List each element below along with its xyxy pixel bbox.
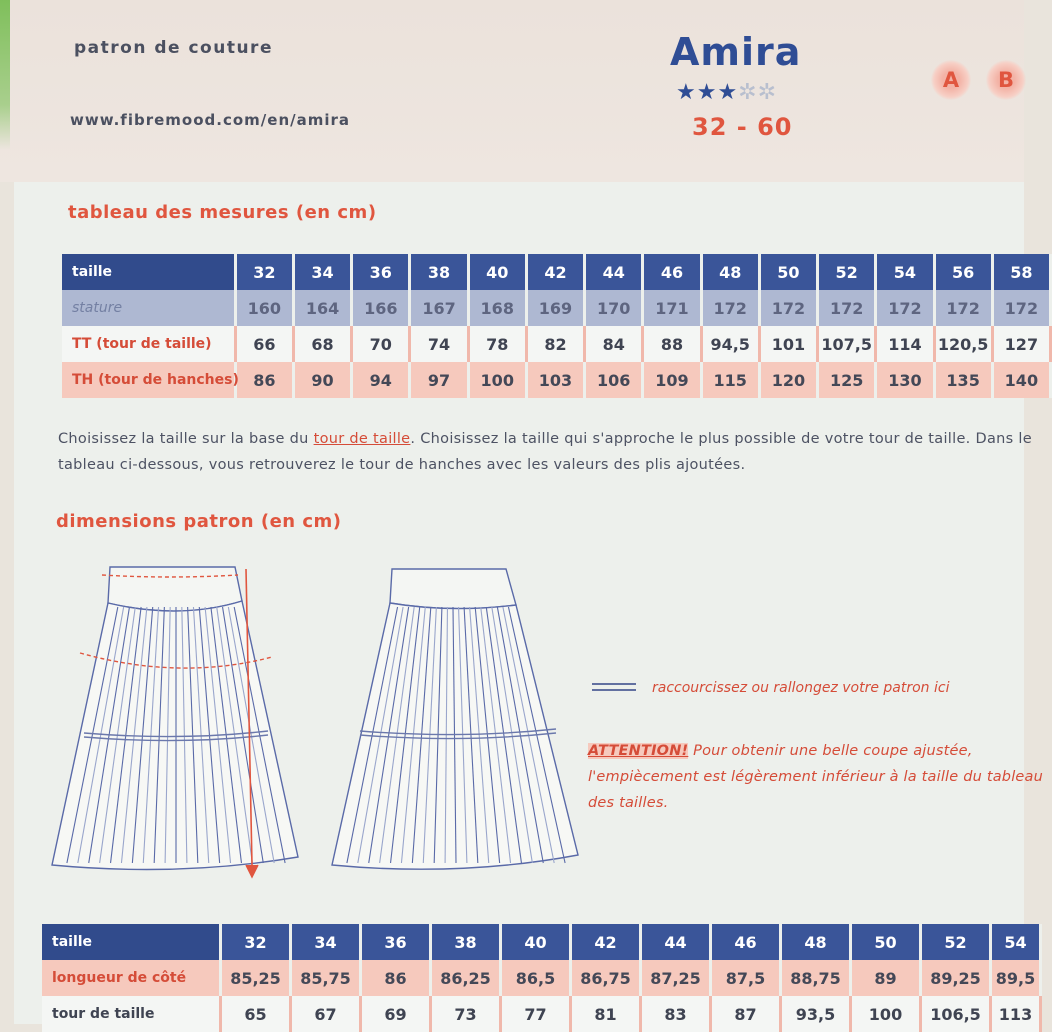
view-badge-b: B [986,60,1026,100]
value-cell: 90 [295,362,353,398]
skirt-illustrations [40,555,640,885]
value-cell: 168 [470,290,528,326]
value-cell: 100 [470,362,528,398]
value-cell: 127 [994,326,1052,362]
value-cell: 100 [852,996,922,1032]
value-cell: 89 [852,960,922,996]
size-cell: 40 [470,254,528,290]
value-cell: 115 [703,362,761,398]
value-cell: 169 [528,290,586,326]
size-header: taille [62,254,237,290]
hip-row [62,362,1052,398]
value-cell: 89,25 [922,960,992,996]
value-cell: 113 [992,996,1042,1032]
value-cell: 73 [432,996,502,1032]
size-cell: 50 [761,254,819,290]
value-cell: 86 [237,362,295,398]
header-band [0,0,1024,182]
value-cell: 170 [586,290,644,326]
size-cell: 42 [572,924,642,960]
size-cell: 36 [353,254,411,290]
pattern-title: Amira [670,30,802,74]
value-cell: 85,25 [222,960,292,996]
value-cell: 86,75 [572,960,642,996]
size-cell: 50 [852,924,922,960]
value-cell: 167 [411,290,469,326]
row-label: TH (tour de hanches) [62,362,237,398]
star-full-icon: ★★★ [676,80,739,105]
row-label: tour de taille [42,996,222,1032]
value-cell: 130 [877,362,935,398]
value-cell: 106 [586,362,644,398]
attention-text: Pour obtenir une belle coupe ajustée, l'empiècement est légèrement inférieur à la taille du tableau des tailles. [588,743,1044,811]
value-cell: 67 [292,996,362,1032]
row-label: stature [62,290,237,326]
pattern-dimensions-table [42,924,1042,1032]
size-cell: 54 [992,924,1042,960]
value-cell: 88,75 [782,960,852,996]
size-cell: 36 [362,924,432,960]
pattern-url: www.fibremood.com/en/amira [70,111,351,129]
value-cell: 65 [222,996,292,1032]
value-cell: 135 [936,362,994,398]
value-cell: 84 [586,326,644,362]
value-cell: 172 [936,290,994,326]
measures-header-row [62,254,1052,290]
green-edge [0,0,10,150]
waist-width-row [42,996,1042,1032]
value-cell: 86,25 [432,960,502,996]
value-cell: 160 [237,290,295,326]
instructions-part1: Choisissez la taille sur la base du [58,431,314,447]
size-range: 32 - 60 [692,113,793,141]
attention-label: ATTENTION! [588,743,689,759]
value-cell: 93,5 [782,996,852,1032]
value-cell: 97 [411,362,469,398]
size-cell: 46 [644,254,702,290]
value-cell: 85,75 [292,960,362,996]
size-cell: 42 [528,254,586,290]
value-cell: 87 [712,996,782,1032]
pattern-header-row [42,924,1042,960]
value-cell: 172 [703,290,761,326]
value-cell: 171 [644,290,702,326]
value-cell: 77 [502,996,572,1032]
value-cell: 103 [528,362,586,398]
value-cell: 172 [761,290,819,326]
star-empty-icon: ✲✲ [738,80,778,105]
waist-link[interactable]: tour de taille [313,431,411,447]
row-label: longueur de côté [42,960,222,996]
value-cell: 66 [237,326,295,362]
size-cell: 44 [642,924,712,960]
instructions-part2: . Choisissez la taille qui s'approche le plus possible de votre tour de taille. Dans le tableau ci-dessous, vous retrouverez le tour de hanches avec les valeurs des plis ajoutées. [58,431,1032,473]
instructions-text [58,426,1038,478]
view-badge-a: A [931,60,971,100]
value-cell: 89,5 [992,960,1042,996]
value-cell: 69 [362,996,432,1032]
value-cell: 125 [819,362,877,398]
value-cell: 70 [353,326,411,362]
size-cell: 34 [292,924,362,960]
value-cell: 114 [877,326,935,362]
skirt-front-drawing [52,567,298,877]
value-cell: 120 [761,362,819,398]
size-cell: 34 [295,254,353,290]
measures-title: tableau des mesures (en cm) [68,202,377,223]
size-cell: 38 [411,254,469,290]
value-cell: 81 [572,996,642,1032]
value-cell: 86,5 [502,960,572,996]
size-cell: 54 [877,254,935,290]
size-cell: 32 [237,254,295,290]
value-cell: 86 [362,960,432,996]
size-cell: 58 [994,254,1052,290]
skirt-back-drawing [332,569,578,869]
size-cell: 38 [432,924,502,960]
waist-row [62,326,1052,362]
pattern-dimensions-title: dimensions patron (en cm) [56,511,342,532]
legend-text: raccourcissez ou rallongez votre patron ici [652,680,950,696]
value-cell: 140 [994,362,1052,398]
value-cell: 94 [353,362,411,398]
size-cell: 56 [936,254,994,290]
stature-row [62,290,1052,326]
value-cell: 74 [411,326,469,362]
value-cell: 172 [877,290,935,326]
size-cell: 44 [586,254,644,290]
value-cell: 82 [528,326,586,362]
size-cell: 40 [502,924,572,960]
value-cell: 83 [642,996,712,1032]
value-cell: 94,5 [703,326,761,362]
pattern-subtitle: patron de couture [74,38,273,58]
value-cell: 87,5 [712,960,782,996]
value-cell: 88 [644,326,702,362]
value-cell: 164 [295,290,353,326]
value-cell: 107,5 [819,326,877,362]
measures-table [62,254,1052,398]
value-cell: 101 [761,326,819,362]
size-header: taille [42,924,222,960]
difficulty-rating [676,80,777,105]
value-cell: 166 [353,290,411,326]
size-cell: 52 [819,254,877,290]
size-cell: 32 [222,924,292,960]
value-cell: 106,5 [922,996,992,1032]
value-cell: 120,5 [936,326,994,362]
value-cell: 87,25 [642,960,712,996]
size-cell: 48 [703,254,761,290]
value-cell: 78 [470,326,528,362]
value-cell: 172 [994,290,1052,326]
side-length-row [42,960,1042,996]
row-label: TT (tour de taille) [62,326,237,362]
attention-note [588,738,1048,816]
legend-line-icon [592,683,636,685]
legend-line-icon [592,689,636,691]
value-cell: 109 [644,362,702,398]
size-cell: 46 [712,924,782,960]
value-cell: 172 [819,290,877,326]
size-cell: 52 [922,924,992,960]
value-cell: 68 [295,326,353,362]
size-cell: 48 [782,924,852,960]
